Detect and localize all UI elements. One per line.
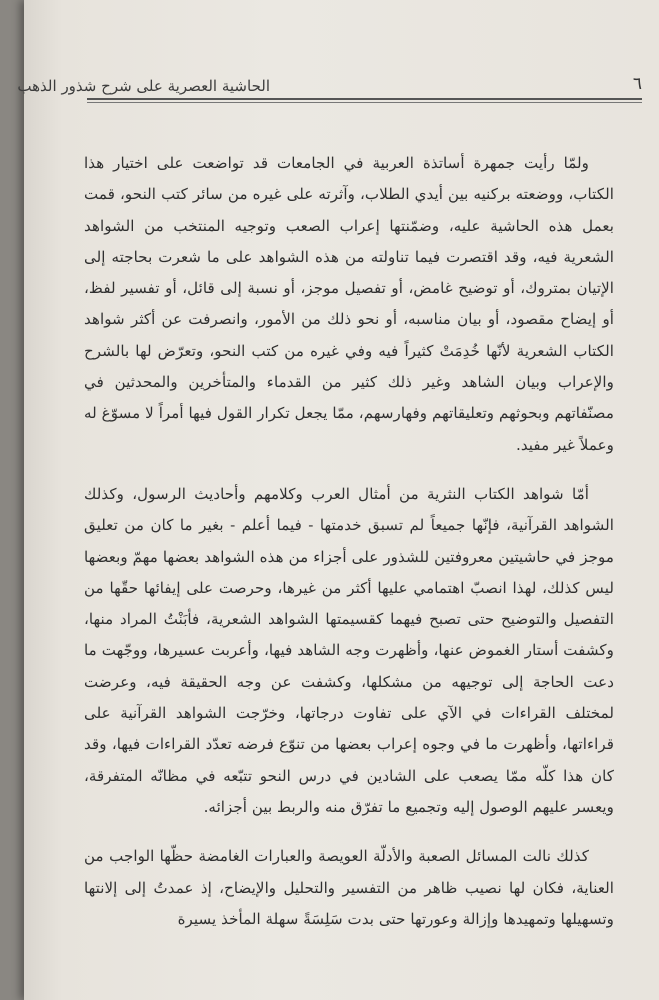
header-rule [87, 98, 642, 103]
book-page [17, 0, 659, 1000]
page-header [17, 74, 642, 100]
paragraph: أمّا شواهد الكتاب النثرية من أمثال العرب وكلامهم وأحاديث الرسول، وكذلك الشواهد القرآنية، فإنّها جميعاً لم تسبق خدمتها - فيما أعلم - بغير ما كان من تعليق موجز في حاشيتين معروفتين للشذور على أجزاء من هذه الشواهد بعضها مهمّ وبعضها ليس كذلك، لهذا انصبّ اهتمامي عليها أكثر من غيرها، وحرصت على إيفائها حقّها من التفصيل والتوضيح حتى تصبح فيهما كقسيمتها الشواهد الشعرية، فأبَنْتُ المراد منها، وكشفت أستار الغموض عنها، وأظهرت وجه الشاهد فيها، وأعربت عسيرها، ووجّهت ما دعت الحاجة إلى توجيهه من مشكلها، وكشفت عن وجه الحقيقة فيه، وعرضت لمختلف القراءات في الآي على تفاوت درجاتها، وخرّجت الشواهد القرآنية على قراءاتها، وأظهرت ما في وجوه إعراب بعضها من تنوّع فرضه تعدّد القراءات فيها، وقد كان هذا كلّه ممّا يصعب على الشادين في درس النحو تتبّعه في مظانّه المتفرقة، ويعسر عليهم الوصول إليه وتجميع ما تفرّق منه والربط بين أجزائه. [84, 484, 614, 816]
paragraph: كذلك نالت المسائل الصعبة والأدلّة العويصة والعبارات الغامضة حظّها الواجب من العناية، فكان لها نصيب ظاهر من التفسير والتحليل والإيضاح، إذ عمدتُ إلى إلانتها وتسهيلها وتمهيدها وإزالة وعورتها حتى بدت سَلِسَةً سهلة المأخذ يسيرة [84, 847, 614, 928]
paragraph: ولمّا رأيت جمهرة أساتذة العربية في الجامعات قد تواضعت على اختيار هذا الكتاب، ووضعته بركنيه بين أيدي الطلاب، وآثرته على غيره من سائر كتب النحو، قمت بعمل هذه الحاشية عليه، وضمّنتها إعراب الصعب وتوجيه المنتخب من الشواهد الشعرية فيه، وقد اقتصرت فيما تناولته من هذه الشواهد على ما شعرت بحاجته إلى الإتيان بمتروك، أو توضيح غامض، أو تفصيل موجز، أو نسبة إلى قائل، أو تفسير لفظ، أو إيضاح مقصود، أو بيان مناسبه، أو نحو ذلك من الأمور، وانصرفت عن أكثر شواهد الكتاب الشعرية لأنّها خُدِمَتْ كثيراً فيه وفي غيره من كتب النحو، وتعرّض لها بالشرح والإعراب وبيان الشاهد وغير ذلك كثير من القدماء والمتأخرين والمحدثين في مصنّفاتهم وبحوثهم وتعليقاتهم وفهارسهم، ممّا يجعل تكرار القول فيها أمراً لا مسوّغ له وعملاً غير مفيد. [84, 154, 614, 454]
page-number: ٦ [632, 74, 642, 94]
page-body [84, 148, 614, 948]
running-title: الحاشية العصرية على شرح شذور الذهب [17, 77, 270, 95]
